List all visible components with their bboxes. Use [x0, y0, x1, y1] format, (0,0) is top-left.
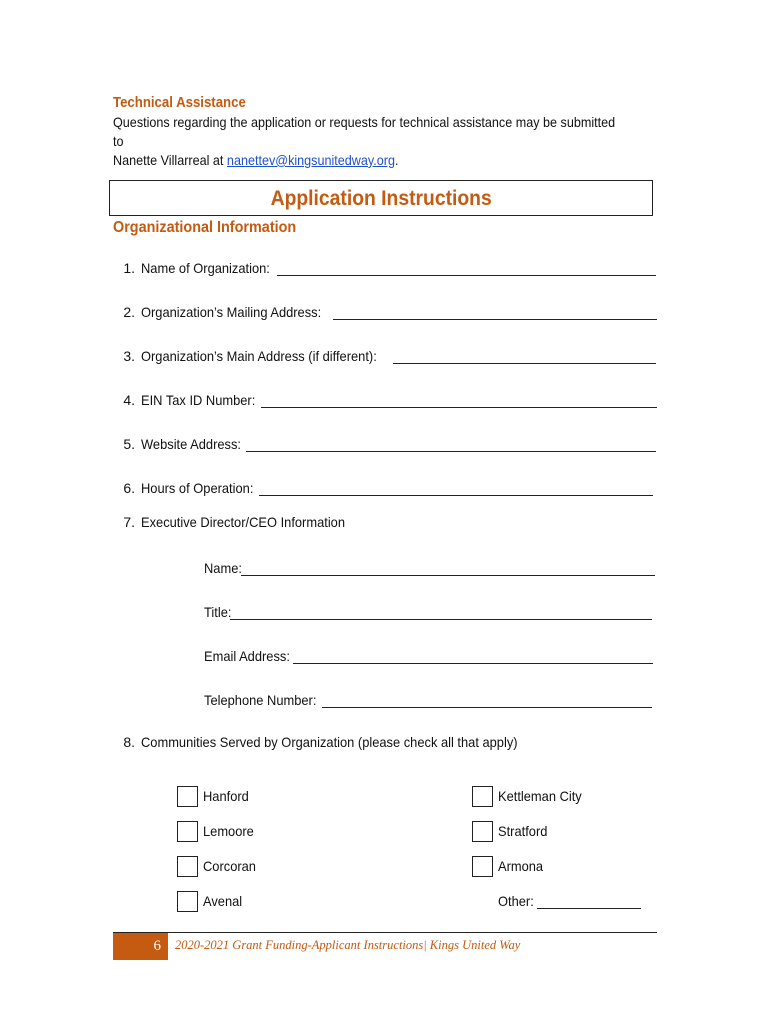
fill-line[interactable] [537, 894, 641, 909]
field-ceo-title[interactable] [204, 602, 652, 620]
checkbox-label: Kettleman City [498, 788, 582, 804]
page-title: Application Instructions [270, 187, 492, 210]
footer-text: 2020-2021 Grant Funding-Applicant Instructions| Kings United Way [175, 938, 521, 952]
field-ceo-email[interactable] [204, 646, 653, 664]
checkbox-armona[interactable] [472, 854, 547, 878]
fill-line[interactable] [293, 649, 653, 664]
footer-divider [113, 932, 657, 933]
field-label: Communities Served by Organization (please check all that apply) [141, 734, 518, 750]
checkbox-label: Corcoran [203, 858, 256, 874]
field-label: Title: [204, 604, 232, 620]
field-number: 5. [123, 436, 135, 452]
field-number: 3. [123, 348, 135, 364]
checkbox[interactable] [177, 856, 198, 877]
field-label: Organization’s Main Address (if different): [141, 348, 377, 364]
checkbox[interactable] [472, 821, 493, 842]
checkbox[interactable] [177, 891, 198, 912]
email-link[interactable]: nanettev@kingsunitedway.org [226, 152, 395, 168]
field-organization-name[interactable] [113, 258, 656, 276]
checkbox-avenal[interactable] [177, 889, 246, 913]
field-label: Name: [204, 560, 242, 576]
other-community-field[interactable] [498, 891, 641, 909]
field-number: 8. [123, 734, 135, 750]
fill-line[interactable] [322, 693, 652, 708]
field-label: Hours of Operation: [141, 480, 254, 496]
checkbox-lemoore[interactable] [177, 819, 258, 843]
section-heading: Organizational Information [113, 219, 297, 236]
field-number: 2. [123, 304, 135, 320]
field-hours[interactable] [113, 478, 653, 496]
field-label: Name of Organization: [141, 260, 270, 276]
checkbox[interactable] [177, 821, 198, 842]
other-label: Other: [498, 893, 534, 909]
field-number: 4. [123, 392, 135, 408]
field-label: Email Address: [204, 648, 290, 664]
fill-line[interactable] [246, 437, 656, 452]
field-number: 1. [123, 260, 135, 276]
ta-line2-suffix: . [394, 152, 399, 168]
technical-assistance-heading: Technical Assistance [113, 94, 246, 111]
field-number: 6. [123, 480, 135, 496]
field-label: Telephone Number: [204, 692, 317, 708]
checkbox-kettleman-city[interactable] [472, 784, 589, 808]
field-label: Executive Director/CEO Information [141, 514, 346, 530]
checkbox-hanford[interactable] [177, 784, 253, 808]
field-label: EIN Tax ID Number: [141, 392, 256, 408]
title-box [109, 180, 653, 216]
checkbox-label: Lemoore [203, 823, 254, 839]
checkbox-corcoran[interactable] [177, 854, 261, 878]
checkbox-label: Stratford [498, 823, 548, 839]
field-ceo-name[interactable] [204, 558, 655, 576]
checkbox-label: Avenal [203, 893, 243, 909]
fill-line[interactable] [259, 481, 653, 496]
checkbox-label: Armona [498, 858, 544, 874]
fill-line[interactable] [333, 305, 657, 320]
field-label: Organization’s Mailing Address: [141, 304, 322, 320]
ceo-info-heading [113, 514, 363, 530]
checkbox[interactable] [472, 856, 493, 877]
field-website[interactable] [113, 434, 656, 452]
fill-line[interactable] [277, 261, 656, 276]
field-label: Website Address: [141, 436, 241, 452]
checkbox[interactable] [177, 786, 198, 807]
checkbox[interactable] [472, 786, 493, 807]
page-number: 6 [113, 933, 168, 960]
field-ein[interactable] [113, 390, 657, 408]
fill-line[interactable] [241, 561, 655, 576]
checkbox-stratford[interactable] [472, 819, 552, 843]
checkbox-label: Hanford [203, 788, 249, 804]
technical-assistance-text [113, 113, 617, 170]
fill-line[interactable] [261, 393, 657, 408]
field-number: 7. [123, 514, 135, 530]
field-mailing-address[interactable] [113, 302, 657, 320]
field-main-address[interactable] [113, 346, 656, 364]
fill-line[interactable] [393, 349, 656, 364]
communities-heading [113, 734, 550, 750]
fill-line[interactable] [230, 605, 652, 620]
ta-line1: Questions regarding the application or requests for technical assistance may be submitted to [113, 114, 616, 149]
ta-line2-prefix: Nanette Villarreal at [113, 152, 227, 168]
field-ceo-telephone[interactable] [204, 690, 652, 708]
